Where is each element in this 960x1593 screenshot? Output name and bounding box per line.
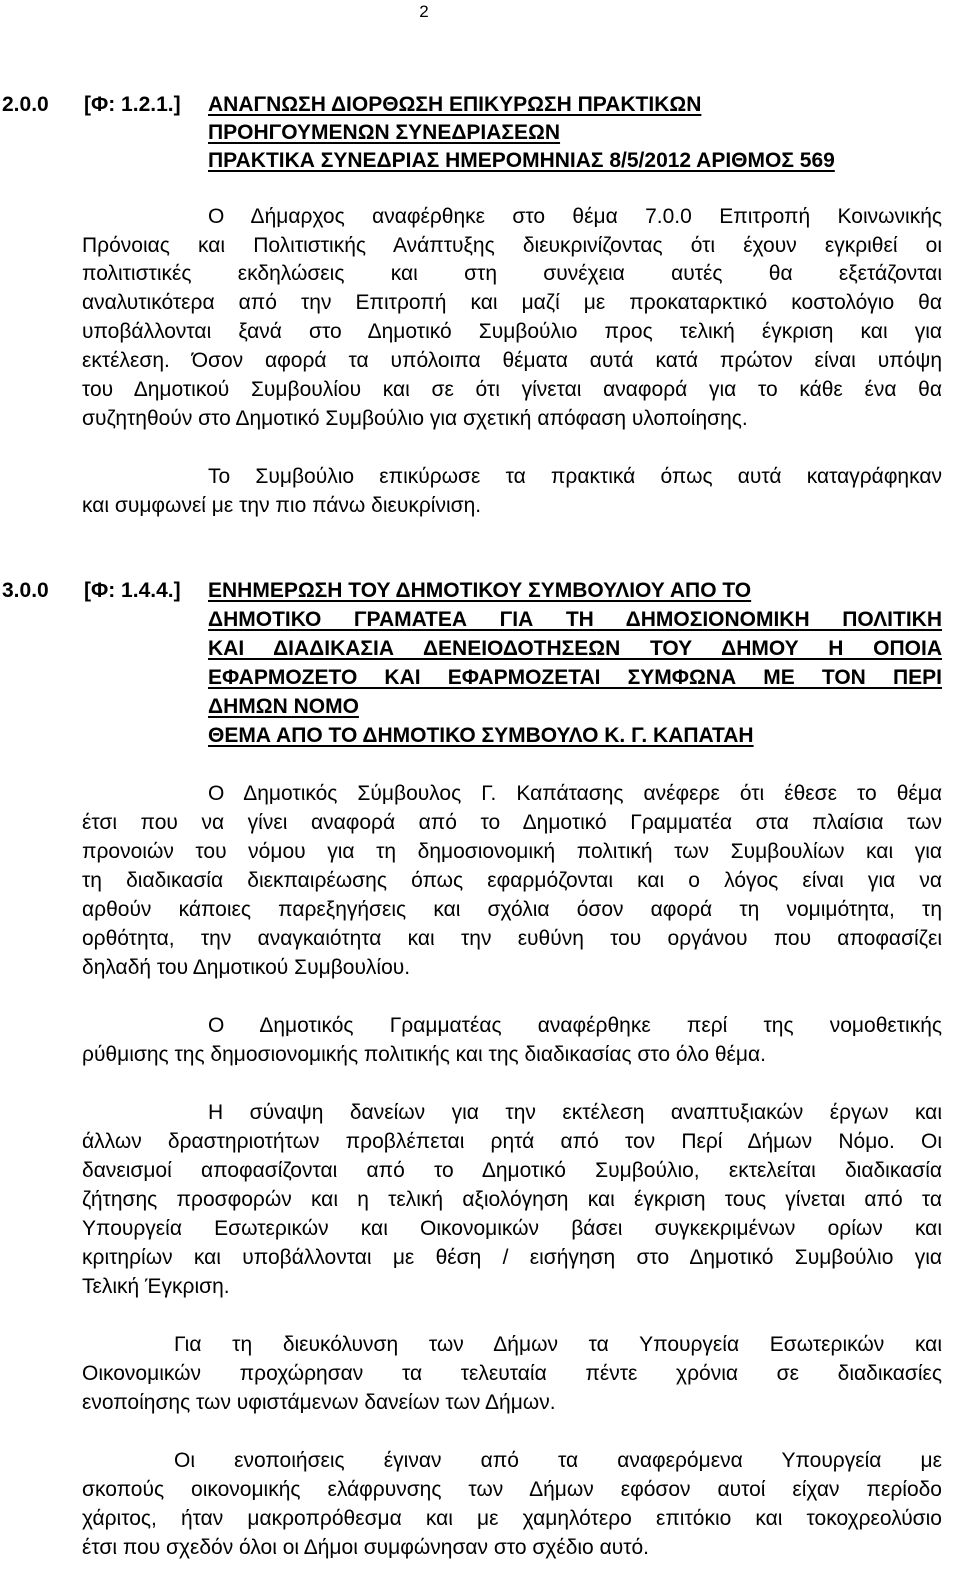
paragraph-line: εκτέλεση. Όσον αφορά τα υπόλοιπα θέματα αυτά κατά πρώτον είναι υπόψη <box>82 349 942 372</box>
paragraph-line: Οικονομικών προχώρησαν τα τελευταία πέντε χρόνια σε διαδικασίες <box>82 1362 942 1385</box>
section-title-line: ΑΝΑΓΝΩΣΗ ΔΙΟΡΘΩΣΗ ΕΠΙΚΥΡΩΣΗ ΠΡΑΚΤΙΚΩΝ <box>208 93 702 116</box>
paragraph-line: Ο Δημοτικός Γραμματέας αναφέρθηκε περί της νομοθετικής <box>208 1014 942 1037</box>
paragraph-line: χάριτος, ήταν μακροπρόθεσμα και με χαμηλότερο επιτόκιο και τοκοχρεολύσιο <box>82 1507 942 1530</box>
paragraph-line: ζήτησης προσφορών και η τελική αξιολόγηση και έγκριση τους γίνεται από τα <box>82 1188 942 1211</box>
paragraph-line: Η σύναψη δανείων για την εκτέλεση αναπτυξιακών έργων και <box>208 1101 942 1124</box>
paragraph-line: ενοποίησης των υφιστάμενων δανείων των Δήμων. <box>82 1391 556 1414</box>
paragraph-line: συζητηθούν στο Δημοτικό Συμβούλιο για σχετική απόφαση υλοποίησης. <box>82 407 748 430</box>
paragraph-line: δανεισμοί αποφασίζονται από το Δημοτικό Συμβούλιο, εκτελείται διαδικασία <box>82 1159 942 1182</box>
paragraph-line: Πρόνοιας και Πολιτιστικής Ανάπτυξης διευκρινίζοντας ότι έχουν εγκριθεί οι <box>82 234 942 257</box>
section-title-line: ΚΑΙ ΔΙΑΔΙΚΑΣΙΑ ΔΕΝΕΙΟΔΟΤΗΣΕΩΝ ΤΟΥ ΔΗΜΟΥ Η ΟΠΟΙΑ <box>208 637 942 660</box>
section-title-line: ΠΡΑΚΤΙΚΑ ΣΥΝΕΔΡΙΑΣ ΗΜΕΡΟΜΗΝΙΑΣ 8/5/2012 ΑΡΙΘΜΟΣ 569 <box>208 149 835 172</box>
paragraph-line: πολιτιστικές εκδηλώσεις και στη συνέχεια αυτές θα εξετάζονται <box>82 262 942 285</box>
paragraph-line: Ο Δημοτικός Σύμβουλος Γ. Καπάτασης ανέφερε ότι έθεσε το θέμα <box>208 782 942 805</box>
paragraph-line: Ο Δήμαρχος αναφέρθηκε στο θέμα 7.0.0 Επιτροπή Κοινωνικής <box>208 205 942 228</box>
paragraph-line: ρύθμισης της δημοσιονομικής πολιτικής και της διαδικασίας στο όλο θέμα. <box>82 1043 766 1066</box>
section-title-line: ΘΕΜΑ ΑΠΟ ΤΟ ΔΗΜΟΤΙΚΟ ΣΥΜΒΟΥΛΟ Κ. Γ. ΚΑΠΑΤΑΗ <box>208 724 754 747</box>
paragraph-line: προνοιών του νόμου για τη δημοσιονομική πολιτική των Συμβουλίων και για <box>82 840 942 863</box>
paragraph-line: του Δημοτικού Συμβουλίου και σε ότι γίνεται αναφορά για το κάθε ένα θα <box>82 378 942 401</box>
paragraph-line: Οι ενοποιήσεις έγιναν από τα αναφερόμενα Υπουργεία με <box>174 1449 942 1472</box>
section-title-line: ΔΗΜΟΤΙΚΟ ΓΡΑΜΑΤΕΑ ΓΙΑ ΤΗ ΔΗΜΟΣΙΟΝΟΜΙΚΗ ΠΟΛΙΤΙΚΗ <box>208 608 942 631</box>
page-number: 2 <box>419 2 429 21</box>
file-reference: [Φ: 1.4.4.] <box>84 579 181 602</box>
section-number: 3.0.0 <box>2 579 49 602</box>
section-title-line: ΠΡΟΗΓΟΥΜΕΝΩΝ ΣΥΝΕΔΡΙΑΣΕΩΝ <box>208 121 561 144</box>
paragraph-line: Το Συμβούλιο επικύρωσε τα πρακτικά όπως αυτά καταγράφηκαν <box>208 465 942 488</box>
paragraph-line: και συμφωνεί με την πιο πάνω διευκρίνιση. <box>82 494 482 517</box>
section-title-line: ΔΗΜΩΝ ΝΟΜΟ <box>208 695 359 718</box>
paragraph-line: αρθούν κάποιες παρεξηγήσεις και σχόλια όσον αφορά τη νομιμότητα, τη <box>82 898 942 921</box>
paragraph-line: Τελική Έγκριση. <box>82 1275 230 1298</box>
paragraph-line: Υπουργεία Εσωτερικών και Οικονομικών βάσει συγκεκριμένων ορίων και <box>82 1217 942 1240</box>
section-title-line: ΕΦΑΡΜΟΖΕΤΟ ΚΑΙ ΕΦΑΡΜΟΖΕΤΑΙ ΣΥΜΦΩΝΑ ΜΕ ΤΟΝ ΠΕΡΙ <box>208 666 942 689</box>
paragraph-line: αναλυτικότερα από την Επιτροπή και μαζί με προκαταρκτικό κοστολόγιο θα <box>82 291 942 314</box>
section-title-line: ΕΝΗΜΕΡΩΣΗ ΤΟΥ ΔΗΜΟΤΙΚΟΥ ΣΥΜΒΟΥΛΙΟΥ ΑΠΟ ΤΟ <box>208 579 752 602</box>
paragraph-line: τη διαδικασία διεκπαιρέωσης όπως εφαρμόζονται και ο λόγος είναι για να <box>82 869 942 892</box>
paragraph-line: κριτηρίων και υποβάλλονται με θέση / εισήγηση στο Δημοτικό Συμβούλιο για <box>82 1246 942 1269</box>
paragraph-line: έτσι που σχεδόν όλοι οι Δήμοι συμφώνησαν στο σχέδιο αυτό. <box>82 1536 649 1559</box>
paragraph-line: άλλων δραστηριοτήτων προβλέπεται ρητά από τον Περί Δήμων Νόμο. Οι <box>82 1130 942 1153</box>
file-reference: [Φ: 1.2.1.] <box>84 93 181 116</box>
paragraph-line: Για τη διευκόλυνση των Δήμων τα Υπουργεία Εσωτερικών και <box>174 1333 942 1356</box>
paragraph-line: σκοπούς οικονομικής ελάφρυνσης των Δήμων εφόσον αυτοί είχαν περίοδο <box>82 1478 942 1501</box>
paragraph-line: υποβάλλονται ξανά στο Δημοτικό Συμβούλιο προς τελική έγκριση και για <box>82 320 942 343</box>
paragraph-line: ορθότητα, την αναγκαιότητα και την ευθύνη του οργάνου που αποφασίζει <box>82 927 942 950</box>
paragraph-line: δηλαδή του Δημοτικού Συμβουλίου. <box>82 956 411 979</box>
paragraph-line: έτσι που να γίνει αναφορά από το Δημοτικό Γραμματέα στα πλαίσια των <box>82 811 942 834</box>
section-number: 2.0.0 <box>2 93 49 116</box>
